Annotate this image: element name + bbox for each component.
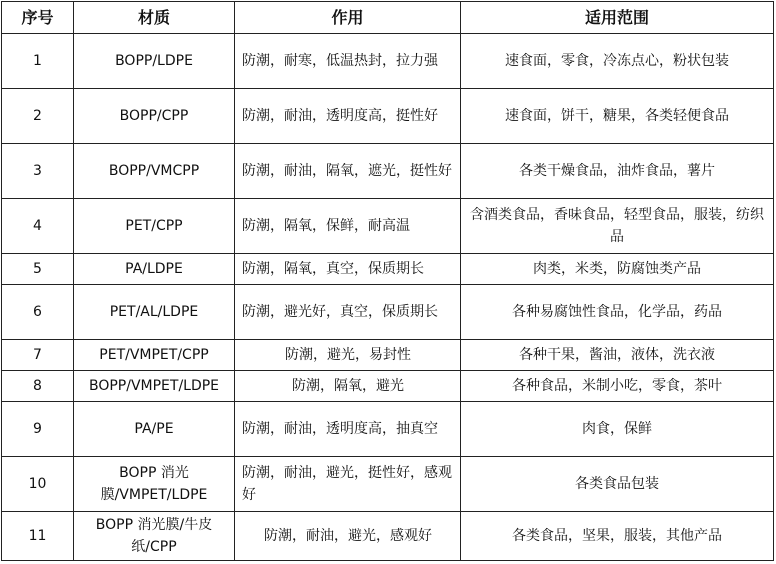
cell-no: 11 bbox=[2, 512, 74, 561]
table-row bbox=[2, 371, 774, 402]
cell-no: 4 bbox=[2, 199, 74, 254]
cell-scope: 各类食品，坚果，服装，其他产品 bbox=[461, 512, 774, 561]
cell-scope: 肉食，保鲜 bbox=[461, 402, 774, 457]
table-row bbox=[2, 512, 774, 561]
cell-material: BOPP 消光膜/牛皮纸/CPP bbox=[74, 512, 235, 561]
cell-material: BOPP/LDPE bbox=[74, 34, 235, 89]
table-row bbox=[2, 340, 774, 371]
cell-scope: 含酒类食品，香味食品，轻型食品，服装，纺织品 bbox=[461, 199, 774, 254]
cell-material: PET/VMPET/CPP bbox=[74, 340, 235, 371]
header-scope: 适用范围 bbox=[461, 2, 774, 34]
table-row bbox=[2, 402, 774, 457]
cell-no: 7 bbox=[2, 340, 74, 371]
cell-use: 防潮，隔氧，避光 bbox=[235, 371, 461, 402]
cell-scope: 各类食品包装 bbox=[461, 457, 774, 512]
cell-material: BOPP/VMPET/LDPE bbox=[74, 371, 235, 402]
header-row bbox=[2, 2, 774, 34]
cell-use: 防潮，隔氧，真空，保质期长 bbox=[235, 254, 461, 285]
cell-scope: 速食面，饼干，糖果，各类轻便食品 bbox=[461, 89, 774, 144]
header-no: 序号 bbox=[2, 2, 74, 34]
cell-no: 8 bbox=[2, 371, 74, 402]
cell-scope: 肉类，米类，防腐蚀类产品 bbox=[461, 254, 774, 285]
cell-material: PA/PE bbox=[74, 402, 235, 457]
cell-use: 防潮，耐油，避光，感观好 bbox=[235, 512, 461, 561]
cell-scope: 速食面，零食，冷冻点心，粉状包装 bbox=[461, 34, 774, 89]
cell-scope: 各种干果，酱油，液体，洗衣液 bbox=[461, 340, 774, 371]
table-row bbox=[2, 144, 774, 199]
cell-scope: 各类干燥食品，油炸食品，薯片 bbox=[461, 144, 774, 199]
cell-material: PET/CPP bbox=[74, 199, 235, 254]
cell-no: 6 bbox=[2, 285, 74, 340]
cell-no: 2 bbox=[2, 89, 74, 144]
cell-use: 防潮，耐油，透明度高，抽真空 bbox=[235, 402, 461, 457]
cell-use: 防潮，耐油，透明度高，挺性好 bbox=[235, 89, 461, 144]
table-row bbox=[2, 34, 774, 89]
table-row bbox=[2, 457, 774, 512]
cell-material: PA/LDPE bbox=[74, 254, 235, 285]
header-use: 作用 bbox=[235, 2, 461, 34]
cell-use: 防潮，耐油，避光，挺性好，感观好 bbox=[235, 457, 461, 512]
cell-use: 防潮，避光好，真空，保质期长 bbox=[235, 285, 461, 340]
packaging-materials-table bbox=[1, 1, 774, 561]
table-row bbox=[2, 254, 774, 285]
cell-scope: 各种易腐蚀性食品，化学品，药品 bbox=[461, 285, 774, 340]
cell-use: 防潮，耐寒，低温热封，拉力强 bbox=[235, 34, 461, 89]
cell-no: 3 bbox=[2, 144, 74, 199]
cell-no: 9 bbox=[2, 402, 74, 457]
header-material: 材质 bbox=[74, 2, 235, 34]
table-row bbox=[2, 89, 774, 144]
cell-no: 1 bbox=[2, 34, 74, 89]
cell-material: PET/AL/LDPE bbox=[74, 285, 235, 340]
cell-scope: 各种食品，米制小吃，零食，茶叶 bbox=[461, 371, 774, 402]
cell-material: BOPP 消光膜/VMPET/LDPE bbox=[74, 457, 235, 512]
cell-use: 防潮，隔氧，保鲜，耐高温 bbox=[235, 199, 461, 254]
cell-use: 防潮，耐油，隔氧，遮光，挺性好 bbox=[235, 144, 461, 199]
cell-no: 5 bbox=[2, 254, 74, 285]
cell-no: 10 bbox=[2, 457, 74, 512]
table-row bbox=[2, 199, 774, 254]
cell-use: 防潮，避光，易封性 bbox=[235, 340, 461, 371]
table-row bbox=[2, 285, 774, 340]
cell-material: BOPP/VMCPP bbox=[74, 144, 235, 199]
cell-material: BOPP/CPP bbox=[74, 89, 235, 144]
